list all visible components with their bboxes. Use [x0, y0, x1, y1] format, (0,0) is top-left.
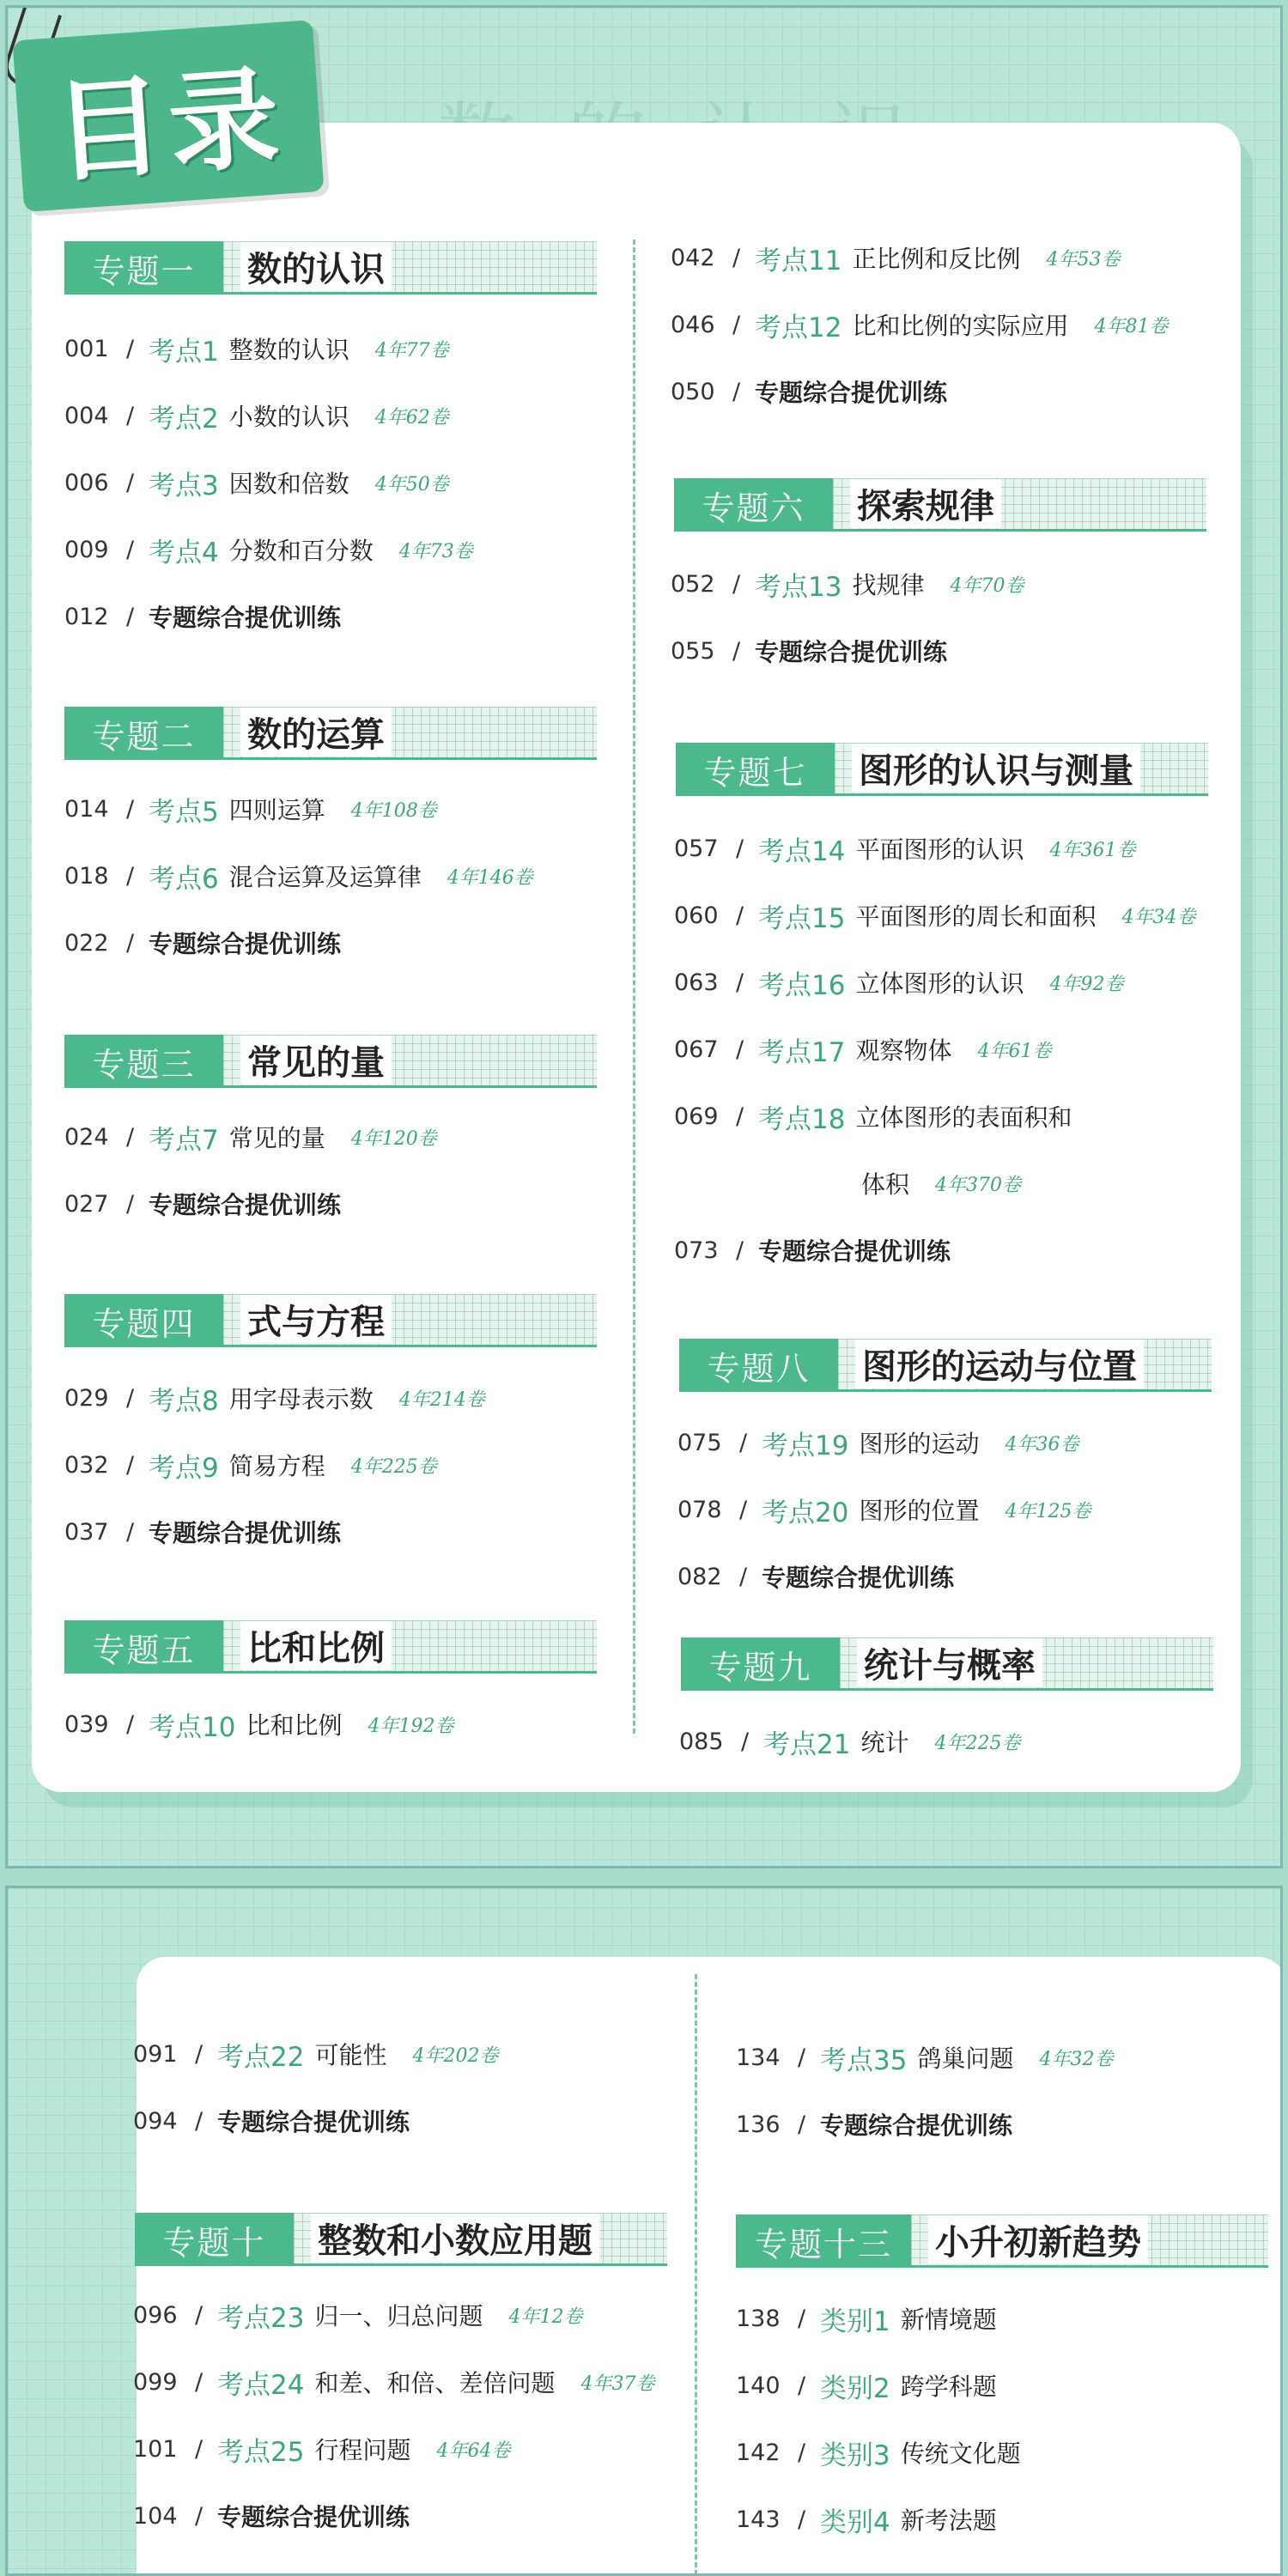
section-10-header[interactable] [135, 2213, 667, 2266]
separator: / [195, 2107, 204, 2135]
toc-title-banner [12, 20, 324, 212]
page-number: 012 [64, 603, 109, 630]
exam-count-note: 4年64卷 [436, 2439, 511, 2462]
section-tag: 专题三 [64, 1035, 223, 1088]
kaodian-label: 考点21 [763, 1728, 851, 1760]
page-number: 039 [64, 1710, 109, 1738]
exam-count-note: 4年146卷 [447, 866, 533, 889]
page-number: 006 [64, 469, 109, 496]
separator: / [739, 1496, 748, 1523]
separator: / [798, 2111, 806, 2138]
separator: / [741, 1728, 750, 1755]
exam-count-note: 4年73卷 [398, 540, 473, 562]
category-label: 类别4 [820, 2506, 890, 2538]
page-number: 042 [671, 244, 715, 271]
toc-entry[interactable] [674, 829, 1135, 868]
toc-page-1 [5, 5, 1283, 1868]
toc-entry[interactable] [677, 1557, 980, 1596]
section-tag: 专题四 [64, 1294, 223, 1347]
exam-count-note: 4年34卷 [1121, 906, 1196, 928]
entry-name: 正比例和反比例 [852, 245, 1021, 273]
separator: / [126, 1451, 135, 1479]
separator: / [195, 2301, 204, 2329]
entry-name: 专题综合提优训练 [217, 2503, 410, 2531]
section-title: 整数和小数应用题 [311, 2214, 599, 2263]
section-tag: 专题五 [64, 1620, 223, 1674]
entry-name: 立体图形的认识 [855, 969, 1024, 998]
kaodian-label: 考点3 [149, 470, 219, 501]
section-3-header[interactable] [64, 1035, 597, 1088]
toc-entry[interactable] [674, 896, 1195, 935]
page-number: 091 [133, 2040, 178, 2068]
kaodian-label: 考点6 [149, 863, 219, 895]
entry-name: 专题综合提优训练 [762, 1564, 955, 1592]
toc-entry[interactable] [64, 1512, 367, 1552]
separator: / [739, 1563, 748, 1590]
toc-entry[interactable] [133, 2034, 498, 2074]
toc-entry[interactable] [674, 1030, 1051, 1069]
page-number: 046 [671, 311, 715, 338]
exam-count-note: 4年202卷 [412, 2044, 499, 2067]
entry-name: 可能性 [314, 2041, 387, 2069]
separator: / [739, 1429, 748, 1456]
toc-entry[interactable] [133, 2101, 435, 2141]
section-tag: 专题六 [674, 478, 833, 532]
toc-entry[interactable] [671, 631, 973, 671]
kaodian-label: 考点17 [758, 1036, 846, 1068]
toc-entry[interactable] [133, 2496, 435, 2536]
entry-name: 专题综合提优训练 [217, 2108, 410, 2136]
page-number: 009 [64, 536, 109, 563]
separator: / [736, 1103, 744, 1130]
exam-count-note: 4年192卷 [368, 1715, 454, 1737]
separator: / [126, 1123, 135, 1151]
page-number: 004 [64, 402, 109, 429]
entry-name: 图形的位置 [859, 1497, 980, 1525]
entry-name: 用字母表示数 [228, 1385, 374, 1413]
separator: / [736, 969, 744, 996]
kaodian-label: 考点18 [758, 1103, 846, 1135]
separator: / [732, 378, 741, 405]
toc-entry[interactable] [64, 1704, 453, 1744]
section-1-header[interactable] [64, 241, 597, 295]
entry-name: 新情境题 [900, 2306, 997, 2334]
entry-name: 分数和百分数 [228, 537, 374, 565]
toc-entry[interactable] [64, 1445, 437, 1485]
toc-entry[interactable] [671, 372, 973, 411]
entry-name: 专题综合提优训练 [149, 930, 342, 958]
separator: / [736, 902, 744, 929]
kaodian-label: 考点16 [758, 969, 846, 1001]
kaodian-label: 考点35 [820, 2044, 908, 2076]
page-title: 目录 [49, 53, 289, 198]
kaodian-label: 考点9 [149, 1452, 219, 1484]
page-number: 027 [64, 1190, 109, 1218]
entry-name: 归一、归总问题 [314, 2302, 483, 2330]
section-tag: 专题一 [64, 241, 223, 295]
kaodian-label: 考点2 [149, 403, 219, 434]
exam-count-note: 4年370卷 [935, 1174, 1022, 1196]
kaodian-label: 考点7 [149, 1124, 219, 1156]
page-number: 085 [679, 1728, 724, 1755]
page-number: 142 [736, 2439, 781, 2466]
toc-entry[interactable] [736, 2366, 1023, 2405]
section-title: 数的运算 [240, 708, 392, 756]
separator: / [798, 2044, 806, 2071]
separator: / [126, 1710, 135, 1738]
toc-entry[interactable] [671, 238, 1120, 277]
toc-entry[interactable] [64, 530, 473, 569]
toc-entry[interactable] [64, 329, 449, 368]
toc-entry[interactable] [674, 1097, 1097, 1136]
kaodian-label: 考点22 [217, 2041, 305, 2073]
separator: / [126, 1190, 135, 1218]
toc-entry[interactable] [133, 2429, 510, 2469]
toc-entry[interactable] [736, 2500, 1023, 2539]
exam-count-note: 4年120卷 [350, 1127, 437, 1150]
page-number: 078 [677, 1496, 722, 1523]
exam-count-note: 4年225卷 [350, 1455, 437, 1478]
separator: / [798, 2439, 806, 2466]
separator: / [195, 2368, 204, 2396]
separator: / [126, 862, 135, 890]
page-number: 101 [133, 2435, 178, 2463]
exam-count-note: 4年32卷 [1039, 2048, 1114, 2070]
column-divider [695, 1974, 697, 2575]
entry-name: 和差、和倍、差倍问题 [314, 2369, 556, 2397]
kaodian-label: 考点20 [762, 1497, 849, 1528]
entry-name: 专题综合提优训练 [755, 379, 948, 407]
section-7-header[interactable] [676, 743, 1208, 796]
separator: / [126, 335, 135, 362]
toc-entry[interactable] [677, 1490, 1091, 1529]
toc-entry[interactable] [64, 396, 449, 435]
page-number: 063 [674, 969, 719, 996]
page-number: 094 [133, 2107, 178, 2135]
separator: / [126, 536, 135, 563]
toc-entry[interactable] [64, 1378, 485, 1418]
section-title: 常见的量 [240, 1036, 392, 1084]
separator: / [798, 2305, 806, 2332]
separator: / [736, 835, 744, 862]
toc-entry[interactable] [64, 789, 437, 829]
entry-name: 简易方程 [228, 1452, 325, 1480]
entry-name: 跨学科题 [900, 2372, 997, 2401]
separator: / [736, 1236, 744, 1264]
entry-name: 比和比例的实际应用 [852, 312, 1069, 340]
page-number: 099 [133, 2368, 178, 2396]
page-number: 052 [671, 570, 715, 598]
page-number: 073 [674, 1236, 719, 1264]
entry-name: 图形的运动 [859, 1430, 980, 1458]
section-title: 比和比例 [240, 1621, 392, 1670]
kaodian-label: 考点11 [755, 245, 842, 276]
toc-entry[interactable] [736, 2105, 1038, 2144]
kaodian-label: 考点25 [217, 2436, 305, 2468]
category-label: 类别2 [820, 2372, 890, 2404]
separator: / [126, 603, 135, 630]
entry-name: 因数和倍数 [228, 470, 349, 498]
exam-count-note: 4年361卷 [1049, 839, 1136, 861]
page-number: 024 [64, 1123, 109, 1151]
kaodian-label: 考点15 [758, 902, 846, 934]
entry-name: 统计 [860, 1728, 909, 1757]
separator: / [195, 2435, 204, 2463]
toc-entry[interactable] [64, 1184, 367, 1224]
exam-count-note: 4年12卷 [508, 2306, 583, 2328]
entry-name: 比和比例 [246, 1711, 343, 1740]
category-label: 类别3 [820, 2439, 890, 2471]
category-label: 类别1 [820, 2306, 890, 2337]
exam-count-note: 4年36卷 [1005, 1433, 1079, 1455]
page-number: 067 [674, 1036, 719, 1063]
separator: / [798, 2372, 806, 2399]
toc-entry-continuation[interactable] [861, 1163, 1021, 1203]
kaodian-label: 考点8 [149, 1385, 219, 1417]
section-4-header[interactable] [64, 1294, 597, 1347]
entry-name: 观察物体 [855, 1036, 952, 1065]
separator: / [126, 795, 135, 823]
page-number: 138 [736, 2305, 781, 2332]
exam-count-note: 4年225卷 [934, 1732, 1021, 1754]
section-tag: 专题二 [64, 707, 223, 760]
toc-entry[interactable] [64, 923, 367, 963]
kaodian-label: 考点24 [217, 2369, 305, 2401]
entry-name: 新考法题 [900, 2506, 997, 2535]
page-number: 032 [64, 1451, 109, 1479]
entry-name: 专题综合提优训练 [149, 1191, 342, 1219]
kaodian-label: 考点4 [149, 537, 219, 568]
entry-name: 小数的认识 [228, 403, 349, 431]
page-number: 050 [671, 378, 715, 405]
toc-entry[interactable] [64, 1117, 437, 1157]
toc-page-2 [5, 1886, 1283, 2576]
column-divider [633, 240, 635, 1734]
section-13-header[interactable] [736, 2215, 1268, 2268]
exam-count-note: 4年62卷 [374, 406, 449, 428]
exam-count-note: 4年77卷 [374, 339, 449, 361]
page-number: 057 [674, 835, 719, 862]
kaodian-label: 考点19 [762, 1430, 849, 1461]
entry-name: 平面图形的周长和面积 [855, 902, 1097, 931]
kaodian-label: 考点1 [149, 336, 219, 368]
entry-name-continued: 体积 [861, 1170, 910, 1199]
section-tag: 专题十 [135, 2213, 294, 2266]
entry-name: 专题综合提优训练 [758, 1237, 951, 1266]
exam-count-note: 4年53卷 [1046, 248, 1121, 270]
section-title: 统计与概率 [857, 1638, 1042, 1687]
separator: / [126, 929, 135, 957]
section-2-header[interactable] [64, 707, 597, 760]
exam-count-note: 4年92卷 [1049, 973, 1124, 995]
page-number: 022 [64, 929, 109, 957]
toc-entry[interactable] [674, 1230, 976, 1270]
entry-name: 整数的认识 [228, 336, 349, 364]
kaodian-label: 考点13 [755, 571, 842, 603]
toc-entry[interactable] [736, 2299, 1023, 2338]
section-tag: 专题十三 [736, 2215, 911, 2268]
page-number: 001 [64, 335, 109, 362]
toc-entry[interactable] [64, 856, 533, 896]
toc-entry[interactable] [679, 1722, 1020, 1761]
separator: / [732, 311, 741, 338]
section-title: 式与方程 [240, 1295, 392, 1344]
entry-name: 传统文化题 [900, 2439, 1021, 2468]
section-5-header[interactable] [64, 1620, 597, 1674]
separator: / [195, 2040, 204, 2068]
separator: / [126, 469, 135, 496]
section-8-header[interactable] [679, 1339, 1212, 1392]
toc-entry[interactable] [64, 463, 449, 502]
entry-name: 立体图形的表面积和 [855, 1103, 1072, 1132]
toc-entry[interactable] [133, 2295, 582, 2335]
exam-count-note: 4年50卷 [374, 473, 449, 495]
page-number: 136 [736, 2111, 781, 2138]
toc-entry[interactable] [736, 2038, 1113, 2077]
exam-count-note: 4年214卷 [398, 1388, 485, 1411]
exam-count-note: 4年81卷 [1094, 315, 1169, 337]
toc-entry[interactable] [736, 2433, 1047, 2472]
section-title: 探索规律 [850, 479, 1001, 528]
section-title: 数的认识 [240, 242, 392, 291]
page-number: 140 [736, 2372, 781, 2399]
entry-name: 行程问题 [314, 2436, 411, 2464]
toc-entry[interactable] [671, 564, 1024, 604]
page-number: 018 [64, 862, 109, 890]
section-6-header[interactable] [674, 478, 1206, 532]
entry-name: 专题综合提优训练 [755, 638, 948, 666]
page-number: 082 [677, 1563, 722, 1590]
entry-name: 找规律 [852, 571, 925, 599]
toc-entry[interactable] [671, 305, 1168, 344]
page-number: 014 [64, 795, 109, 823]
entry-name: 四则运算 [228, 796, 325, 824]
entry-name: 专题综合提优训练 [820, 2111, 1013, 2140]
entry-name: 专题综合提优训练 [149, 1519, 342, 1547]
separator: / [126, 402, 135, 429]
page-number: 055 [671, 637, 715, 665]
page-number: 037 [64, 1518, 109, 1546]
separator: / [195, 2502, 204, 2530]
page-number: 060 [674, 902, 719, 929]
section-tag: 专题九 [681, 1637, 840, 1691]
entry-name: 专题综合提优训练 [149, 604, 342, 632]
separator: / [732, 244, 741, 271]
kaodian-label: 考点23 [217, 2302, 305, 2334]
separator: / [126, 1518, 135, 1546]
kaodian-label: 考点10 [149, 1711, 236, 1743]
section-9-header[interactable] [681, 1637, 1213, 1691]
separator: / [736, 1036, 744, 1063]
entry-name: 常见的量 [228, 1124, 325, 1152]
entry-name: 混合运算及运算律 [228, 863, 422, 891]
kaodian-label: 考点14 [758, 835, 846, 867]
separator: / [732, 637, 741, 665]
page-number: 143 [736, 2506, 781, 2533]
page-number: 069 [674, 1103, 719, 1130]
toc-entry[interactable] [133, 2362, 654, 2402]
page-number: 075 [677, 1429, 722, 1456]
entry-name: 平面图形的认识 [855, 835, 1024, 864]
section-title: 图形的运动与位置 [855, 1340, 1144, 1388]
section-title: 图形的认识与测量 [852, 744, 1140, 793]
exam-count-note: 4年108卷 [350, 799, 437, 822]
page-number: 096 [133, 2301, 178, 2329]
exam-count-note: 4年125卷 [1005, 1500, 1091, 1522]
toc-entry[interactable] [677, 1423, 1078, 1462]
separator: / [798, 2506, 806, 2533]
exam-count-note: 4年61卷 [977, 1040, 1052, 1062]
exam-count-note: 4年70卷 [950, 574, 1024, 597]
page-number: 029 [64, 1384, 109, 1412]
toc-entry[interactable] [674, 963, 1123, 1002]
kaodian-label: 考点5 [149, 796, 219, 828]
entry-name: 鸽巢问题 [917, 2044, 1014, 2073]
page-number: 134 [736, 2044, 781, 2071]
section-tag: 专题七 [676, 743, 835, 796]
section-title: 小升初新趋势 [928, 2215, 1148, 2264]
page-number: 104 [133, 2502, 178, 2530]
exam-count-note: 4年37卷 [580, 2372, 655, 2395]
toc-entry[interactable] [64, 597, 367, 636]
separator: / [732, 570, 741, 598]
separator: / [126, 1384, 135, 1412]
kaodian-label: 考点12 [755, 312, 842, 343]
section-tag: 专题八 [679, 1339, 838, 1392]
